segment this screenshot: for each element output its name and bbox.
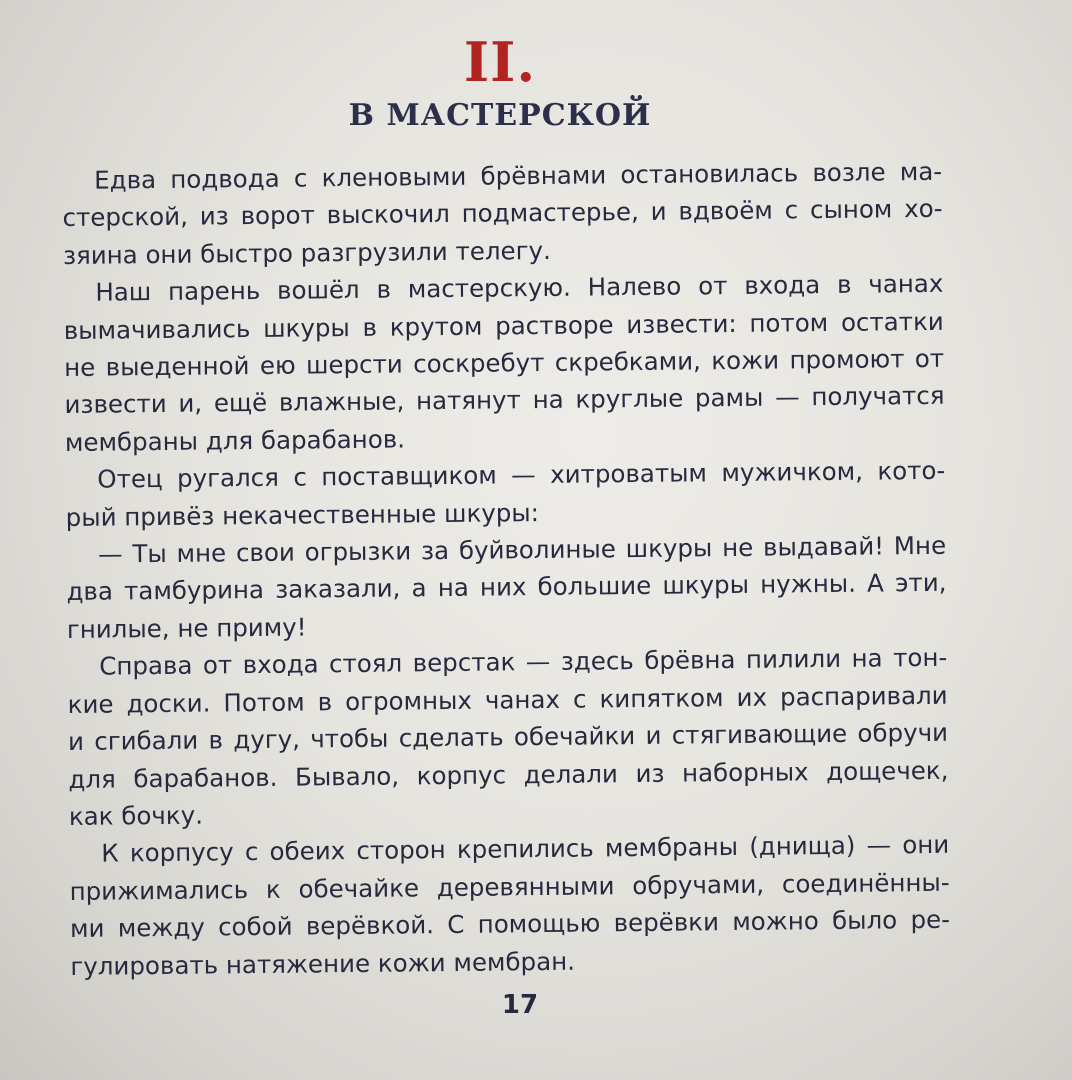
text-line: Отец ругался с поставщиком — хитроватым мужичком, кото- [97,456,946,494]
chapter-number: II. [463,30,537,94]
text-line: К корпусу с обеих сторон крепились мембраны (днища) — они [101,830,950,868]
chapter-body [62,153,951,985]
text-line: гнилые, не приму! [66,612,307,644]
text-line: кие доски. Потом в огромных чанах с кипятком их распаривали [67,680,948,719]
text-line: не выеденной ею шерсти соскребут скребками, кожи промоют от [64,343,945,383]
text-line: ми между собой верёвкой. С помощью верёвки можно было ре- [69,904,951,944]
text-line: два тамбурина заказали, а на них большие шкуры нужны. А эти, [66,568,947,607]
text-line: прижимались к обечайке деревянными обручами, соединённы- [69,867,950,906]
text-line: вымачивались шкуры в крутом растворе извести: потом остатки [63,306,944,345]
text-line: извести и, ещё влажные, натянут на круглые рамы — получатся [64,381,945,420]
text-line: — Ты мне свои огрызки за буйволиные шкуры не выдавай! Мне [97,530,947,569]
text-line: Наш парень вошёл в мастерскую. Налево от входа в чанах [95,268,944,307]
text-line: зяина они быстро разгрузили телегу. [62,235,551,270]
text-line: стерской, из ворот выскочил подмастерье, и вдвоём с сыном хо- [62,194,943,233]
text-line: Едва подвода с кленовыми брёвнами остановилась возле ма- [94,156,943,195]
text-line: как бочку. [68,800,204,831]
text-line: и сгибали в дугу, чтобы сделать обечайки и стягивающие обручи [67,717,949,757]
text-line: Справа от входа стоял верстак — здесь брёвна пилили на тон- [99,643,948,681]
text-line: гулировать натяжение кожи мембран. [70,946,576,981]
text-line: для барабанов. Бывало, корпус делали из наборных дощечек, [68,755,949,794]
chapter-title: В МАСТЕРСКОЙ [348,98,652,133]
text-line: мембраны для барабанов. [64,424,406,457]
text-line: рый привёз некачественные шкуры: [65,497,540,532]
page-number: 17 [501,990,539,1020]
